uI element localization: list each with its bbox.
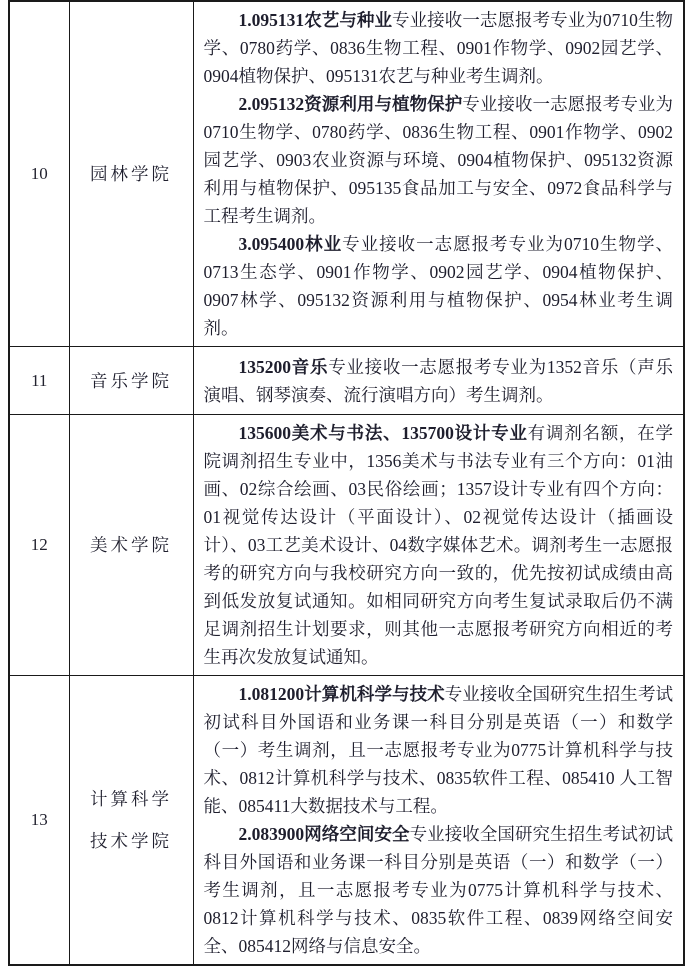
- college-name: 计算科学: [90, 789, 172, 809]
- table-row: [9, 1, 684, 347]
- policy-cell: [193, 347, 684, 415]
- policy-paragraph: [204, 230, 674, 342]
- major-code-lead: 3.095400林业: [238, 234, 343, 254]
- college-name: 美术学院: [90, 535, 172, 555]
- major-code-lead: 1.095131农艺与种业: [238, 10, 393, 30]
- policy-text: 专业接收全国研究生招生考试初试科目外国语和业务课一科目分别是英语（一）和数学（一）考生调剂，且一志愿报考专业为0775计算机科学与技术、0812计算机科学与技术、0835软件工程、0839网络空间安全、085412网络与信息安全。: [203, 824, 674, 956]
- college-name: 音乐学院: [90, 370, 172, 391]
- policy-paragraph: [204, 90, 674, 230]
- policy-cell: [193, 676, 684, 966]
- table-row: [9, 676, 684, 966]
- policy-text: 有调剂名额，在学院调剂招生专业中，1356美术与书法专业有三个方向：01油画、02综合绘画、03民俗绘画；1357设计专业有四个方向：01视觉传达设计（平面设计）、02视觉传达设计（插画设计）、03工艺美术设计、04数字媒体艺术。调剂考生一志愿报考的研究方向与我校研究方向一致的，优先按初试成绩由高到低发放复试通知。如相同研究方向考生复试录取后仍不满足调剂招生计划要求，则其他一志愿报考研究方向相近的考生再次发放复试通知。: [203, 423, 674, 667]
- college-name: 技术学院: [90, 831, 172, 851]
- row-number-cell: [9, 347, 69, 415]
- college-cell: [69, 676, 193, 966]
- adjustment-policy-table: [8, 0, 685, 966]
- row-number: 13: [30, 810, 48, 829]
- policy-text: 专业接收一志愿报考专业为0710生物学、0780药学、0836生物工程、0901作物学、0902园艺学、0903农业资源与环境、0904植物保护、095132资源利用与植物保护、095135食品加工与安全、0972食品科学与工程考生调剂。: [203, 94, 674, 226]
- policy-text: 专业接收一志愿报考专业为0710生物学、0780药学、0836生物工程、0901作物学、0902园艺学、0904植物保护、095131农艺与种业考生调剂。: [203, 10, 674, 86]
- row-number: 10: [30, 164, 48, 183]
- college-cell: [69, 347, 193, 415]
- policy-paragraph: [204, 6, 674, 90]
- row-number: 11: [31, 370, 48, 390]
- row-number-cell: [9, 415, 69, 676]
- major-code-lead: 2.083900网络空间安全: [238, 824, 410, 844]
- college-cell: [69, 415, 193, 676]
- row-number-cell: [9, 676, 69, 966]
- major-code-lead: 2.095132资源利用与植物保护: [238, 94, 463, 114]
- policy-cell: [193, 1, 684, 347]
- policy-paragraph: [204, 353, 674, 409]
- row-number: 12: [30, 535, 48, 554]
- table-row: [9, 347, 684, 415]
- major-code-lead: 135600美术与书法、135700设计专业: [238, 423, 528, 443]
- policy-paragraph: [204, 680, 674, 820]
- college-cell: [69, 1, 193, 347]
- row-number-cell: [9, 1, 69, 347]
- policy-text: 专业接收一志愿报考专业为1352音乐（声乐演唱、钢琴演奏、流行演唱方向）考生调剂。: [203, 356, 674, 405]
- policy-text: 专业接收全国研究生招生考试初试科目外国语和业务课一科目分别是英语（一）和数学（一）考生调剂，且一志愿报考专业为0775计算机科学与技术、0812计算机科学与技术、0835软件工程、085410 人工智能、085411大数据技术与工程。: [203, 684, 674, 816]
- table-row: [9, 415, 684, 676]
- policy-paragraph: [204, 820, 674, 960]
- major-code-lead: 1.081200计算机科学与技术: [238, 684, 445, 704]
- major-code-lead: 135200音乐: [238, 356, 329, 377]
- policy-paragraph: [204, 419, 674, 671]
- college-name: 园林学院: [90, 164, 172, 184]
- policy-cell: [193, 415, 684, 676]
- policy-text: 专业接收一志愿报考专业为0710生物学、0713生态学、0901作物学、0902园艺学、0904植物保护、0907林学、095132资源利用与植物保护、0954林业考生调剂。: [203, 234, 674, 338]
